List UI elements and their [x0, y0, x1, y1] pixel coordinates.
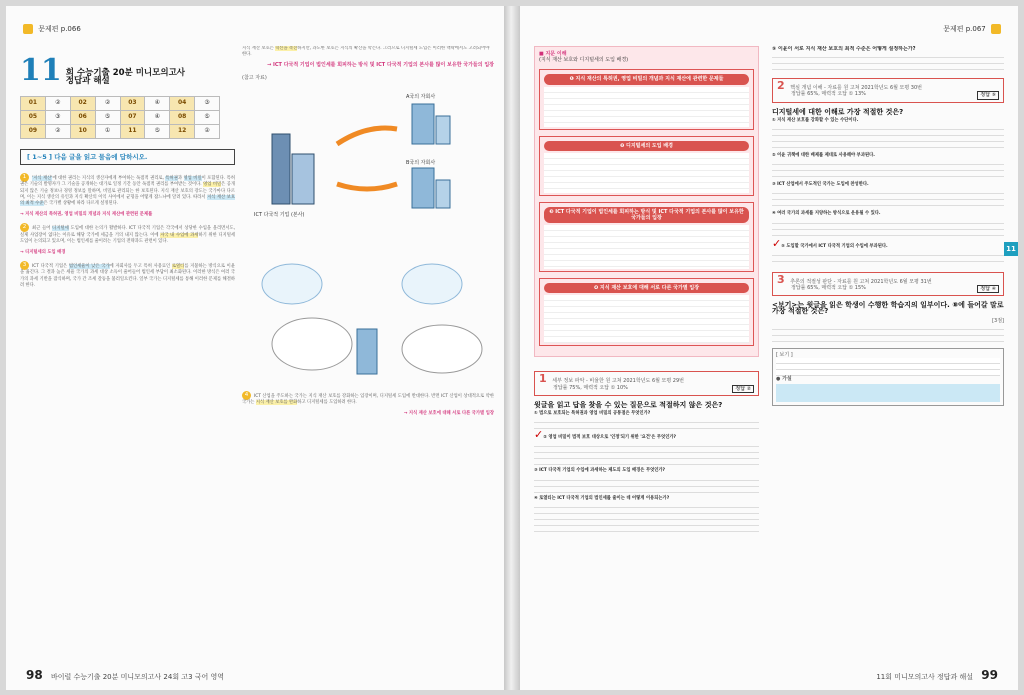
summary-section-title: ❶ 지식 재산의 특허권, 영업 비밀의 개념과 지식 재산에 관련한 문제들 [544, 74, 749, 84]
q1-option-5-explain [772, 52, 1004, 72]
summary-section-1 [539, 69, 754, 129]
test-title-line2: 정답과 해설 [65, 75, 110, 86]
passage-continuation: 지식 재산 보호는 혁신을 촉진하지만, 과도한 보호는 지식의 확산을 막는다. 그러므로 디지털세 도입은 이러한 맥락에서도 고려되어야 한다. [242, 46, 490, 58]
diagram-bubble-right [402, 325, 482, 373]
q2-option-5 [772, 236, 1004, 250]
q1-option-1-explain [534, 417, 759, 429]
arrow-note-1: → 지식 재산의 특허권, 영업 비밀의 개념과 지식 재산에 관련된 문제를 [20, 212, 153, 218]
answer-grid-row [21, 97, 220, 111]
summary-box-title: ■ 지문 이해 [539, 51, 567, 57]
summary-section-2 [539, 136, 754, 196]
diagram-label: (참고 자료) [242, 75, 267, 82]
summary-section-body [544, 295, 749, 343]
diagram-cloud-left [262, 264, 322, 304]
diagram-country-a-label: A국의 자회사 [406, 93, 436, 100]
diagram-arrow-upper [337, 128, 397, 144]
passage-paragraph: 3 ICT 다국적 기업은 법인세율이 낮은 국가에 자회사를 두고 특허 사용료인 로열티를 지불하는 방식으로 이윤을 옮긴다. 그 결과 높은 세율 국가의 과세 대상 소득이 줄어들어 법인세 부담이 최소화된다. 이러한 방식은 여러 국가의 과세 기반을 잠식하며, 국가 간 조세 갈등을 불러일으킨다. 일부 국가는 디지털세를 통해 이러한 문제를 해결하려 한다. [20, 262, 235, 288]
test-title-block [20, 53, 235, 88]
right-column-2 [772, 46, 1004, 660]
question-2-label: 핵심 개념 이해 - 자료를 원 고쳐 2021학년도 6월 모평 30번 [790, 85, 922, 92]
right-page [520, 6, 1018, 690]
question-2-prompt: 디지털세에 대한 이해로 가장 적절한 것은? [772, 107, 904, 116]
question-3-label: 추론의 적절성 판단 - 자료를 원 고쳐 2021학년도 6월 모평 31번 [790, 278, 932, 285]
diagram-cloud-right [402, 264, 462, 304]
answer-grid-answer: ④ [145, 111, 170, 125]
question-1-header [534, 371, 759, 395]
answer-grid-answer: ③ [195, 97, 220, 111]
left-column-2 [242, 46, 494, 660]
arrow-title-mid: → ICT 다국적 기업이 법인세를 회피하는 방식 및 ICT 다국적 기업의 본사를 많이 보유한 국가들의 입장 [267, 62, 494, 69]
q1-option-5: ⑤ 이윤이 서로 지식 재산 보호의 최적 수준은 어떻게 설정하는가? [772, 46, 916, 52]
answer-grid-answer: ② [45, 125, 70, 139]
answer-grid-question: 04 [170, 97, 195, 111]
arrow-note-2: → 디지털세의 도입 배경 [20, 250, 66, 256]
arrow-note-last: → 지식 재산 보호에 대해 서로 다른 국가별 입장 [403, 411, 494, 417]
diagram-building-hq [272, 134, 314, 204]
q1-option-2 [534, 428, 759, 442]
question-1-options [534, 411, 759, 532]
answer-grid-answer: ② [45, 97, 70, 111]
question-3-number: 3 [777, 272, 785, 286]
question-range-text: [ 1~5 ] 다음 글을 읽고 물음에 답하시오. [27, 153, 148, 161]
left-page-header [20, 24, 81, 34]
q3-explain [772, 324, 1004, 342]
answer-grid-answer: ⑤ [95, 111, 120, 125]
answer-grid-answer: ④ [145, 97, 170, 111]
left-page-number: 98 [26, 668, 43, 682]
question-2-number: 2 [777, 79, 785, 93]
question-2-rate: 정답률 65%, 매력적 오답 ① 13% [791, 91, 866, 98]
right-footer [876, 668, 1004, 682]
answer-grid-answer: ② [95, 97, 120, 111]
q1-option-2-explain [534, 441, 759, 465]
question-3-prompt: <보기>는 윗글을 읽은 학생이 수행한 학습지의 일부이다. ⑧에 들어갈 말로 가장 적절한 것은? [772, 301, 1004, 316]
q2-option-2: ② 이윤 귀책에 대한 배제를 제대로 사용해야 부과된다. [772, 153, 875, 159]
summary-section-body [544, 87, 749, 127]
passage-paragraph: 4 ICT 산업을 주도하는 국가는 지식 재산 보호를 강화하는 입장이며, 디지털세 도입에 반대한다. 반면 ICT 산업이 상대적으로 약한 국가는 지식 재산 보호를 완화하고 디지털세를 도입하려 한다. [242, 391, 494, 406]
q2-option-5-explain [772, 250, 1004, 266]
passage-paragraph: 2 최근 들어 디지털세 도입에 대한 논의가 활발하다. ICT 다국적 기업은 각국에서 상당한 수입을 올리면서도, 실제 사업장이 없다는 이유로 해당 국가에 세금을 거의 내지 않는다. 이에 자국 내 수입에 과세하기 위한 디지털세 도입이 논의되고 있으며, 이는 법인세를 줄이려는 기업의 전략과도 관련이 있다. [20, 224, 235, 244]
q2-option-1-explain [772, 124, 1004, 150]
book-spine [504, 6, 520, 690]
test-title-line1: 회 수능기출 20분 미니모의고사 [65, 67, 185, 78]
question-3-header [772, 272, 1004, 296]
answer-grid-answer: ⑤ [195, 111, 220, 125]
q2-option-1: ① 지식 재산 보호를 강화할 수 있는 수단이다. [772, 117, 859, 123]
diagram-building-a [412, 104, 450, 144]
passage-summary-box [534, 46, 759, 357]
paragraph-marker-1: 1 [20, 173, 29, 182]
right-column-1 [534, 46, 759, 660]
q1-option-2-text: ② 영업 비밀이 법적 보호 대상으로 '인정'되기 위한 '요건'은 무엇인가? [543, 435, 676, 441]
summary-section-body [544, 153, 749, 193]
q2-option-5-text: ⑤ 도입할 국가에서 ICT 다국적 기업의 수입에 부과된다. [781, 243, 888, 249]
answer-check-icon: ✓ [534, 428, 544, 442]
q1-option-1: ① 법으로 보호되는 특허권과 영업 비밀의 공통점은 무엇인가? [534, 411, 651, 417]
summary-section-4 [539, 278, 754, 346]
reference-diagram [242, 84, 494, 384]
diagram-country-b-label: B국의 자회사 [406, 159, 436, 166]
answer-grid-question: 07 [120, 111, 145, 125]
answer-grid-question: 08 [170, 111, 195, 125]
question-1-answer: 정답 ② [732, 385, 754, 393]
bogi-label: [ 보기 ] [776, 351, 793, 358]
answer-grid-question: 10 [70, 125, 95, 139]
right-header-text: 문제편 p.067 [943, 25, 986, 33]
side-chapter-tab: 11 [1004, 242, 1018, 256]
question-3-answer: 정답 ④ [977, 285, 999, 293]
paragraph-marker-2: 2 [20, 223, 29, 232]
q1-option-3: ③ ICT 다국적 기업의 수입에 과세하는 제도의 도입 배경은 무엇인가? [534, 468, 666, 474]
right-page-number: 99 [981, 668, 998, 682]
answer-grid-question: 02 [70, 97, 95, 111]
test-number: 11 [20, 53, 62, 88]
test-title [65, 67, 185, 86]
answer-check-icon: ✓ [772, 236, 782, 250]
answer-grid-question: 06 [70, 111, 95, 125]
question-2-answer: 정답 ⑤ [977, 91, 999, 99]
summary-section-title: ❷ 디지털세의 도입 배경 [544, 141, 749, 151]
passage-paragraph: 1 '지식 재산'에 대한 권리는 지식의 생산자에게 부여하는 독점적 권리로, 특허권과 영업 비밀이 포함된다. 특허권은 기술의 발명자가 그 기술을 공개하는 대가로 일정 기간 동안 독점적 권리를 부여받는 것이다. 영업 비밀은 공개되지 않은 기술 정보나 경영 정보를 말하며, 비밀로 관리되는 한 보호된다. 지식 재산 보호의 강도는 국가마다 다르며, 이는 지식 생산의 유인과 지식 확산의 이익 사이에서 균형을 어떻게 잡느냐에 달려 있다. 따라서 지식 재산 보호의 최적 수준은 국가별 상황에 따라 다르게 설정된다. [20, 174, 235, 207]
right-page-header [943, 24, 1004, 34]
passage-body [20, 173, 235, 289]
bogi-box [772, 348, 1004, 406]
answer-grid-question: 11 [120, 125, 145, 139]
answer-grid-answer: ② [195, 125, 220, 139]
answer-grid-question: 12 [170, 125, 195, 139]
passage-body-2 [242, 391, 494, 418]
q2-option-3: ③ ICT 산업에서 주도적인 국가는 도입에 찬성한다. [772, 182, 869, 188]
answer-grid-question: 05 [21, 111, 46, 125]
q1-option-4: ④ 로열티는 ICT 다국적 기업의 법인세를 줄이는 데 어떻게 이용되는가? [534, 495, 670, 501]
answer-grid-answer: ③ [45, 111, 70, 125]
q2-option-2-explain [772, 159, 1004, 179]
summary-section-3 [539, 202, 754, 272]
answer-grid-answer: ① [95, 125, 120, 139]
q2-option-3-explain [772, 188, 1004, 208]
question-1-label: 세부 정보 파악 - 비율한 원 고쳐 2021학년도 6월 모평 29번 [552, 378, 684, 385]
answer-grid-answer: ⑤ [145, 125, 170, 139]
summary-section-title: ❹ 지식 재산 보호에 대해 서로 다른 국가별 입장 [544, 283, 749, 293]
header-marker-icon [23, 24, 33, 34]
q1-option-3-explain [534, 475, 759, 493]
answer-grid-row [21, 125, 220, 139]
diagram-bubble-left [272, 318, 352, 370]
question-range-box [20, 149, 235, 165]
summary-section-body [544, 225, 749, 269]
question-3-points: [3점] [992, 317, 1004, 324]
bogi-body [776, 358, 1000, 376]
question-3-rate: 정답률 65%, 매력적 오답 ① 15% [791, 285, 866, 292]
question-1-rate: 정답률 75%, 매력적 오답 ① 10% [553, 384, 628, 391]
paragraph-marker-3: 3 [20, 261, 29, 270]
answer-grid-question: 01 [21, 97, 46, 111]
summary-box-subtitle: (지식 재산 보호와 디지털세의 도입 배경) [539, 57, 629, 64]
right-footer-text: 11회 미니모의고사 정답과 해설 [876, 673, 974, 681]
left-header-text: 문제편 p.066 [38, 25, 81, 33]
left-page [6, 6, 504, 690]
diagram-building-bottom [357, 329, 377, 374]
answer-grid-row [21, 111, 220, 125]
q2-option-4-explain [772, 218, 1004, 238]
left-footer [20, 668, 224, 682]
question-1-number: 1 [539, 372, 547, 386]
answer-grid-question: 03 [120, 97, 145, 111]
question-1-prompt: 윗글을 읽고 답을 찾을 수 있는 질문으로 적절하지 않은 것은? [534, 400, 723, 409]
bogi-highlight [776, 384, 1000, 402]
header-marker-icon [991, 24, 1001, 34]
paragraph-marker-4: 4 [242, 391, 251, 400]
answer-grid-question: 09 [21, 125, 46, 139]
diagram-arrow-lower [337, 184, 397, 189]
left-column-1 [20, 46, 235, 660]
diagram-hq-label: ICT 다국적 기업 (본사) [254, 211, 305, 218]
answer-grid [20, 96, 220, 139]
summary-section-title: ❸ ICT 다국적 기업이 법인세를 회피하는 방식 및 ICT 다국적 기업의 본사를 많이 보유한 국가들의 입장 [544, 207, 749, 223]
left-footer-text: 바이럴 수능기출 20분 미니모의고사 24회 고3 국어 영역 [50, 673, 225, 681]
question-2-header [772, 78, 1004, 102]
q1-option-4-explain [534, 502, 759, 532]
q2-option-4: ④ 여러 국가의 과세를 지양하는 방식으로 운용될 수 있다. [772, 211, 881, 217]
diagram-building-b [412, 168, 450, 208]
bogi-item: ● 가설 [776, 376, 792, 383]
